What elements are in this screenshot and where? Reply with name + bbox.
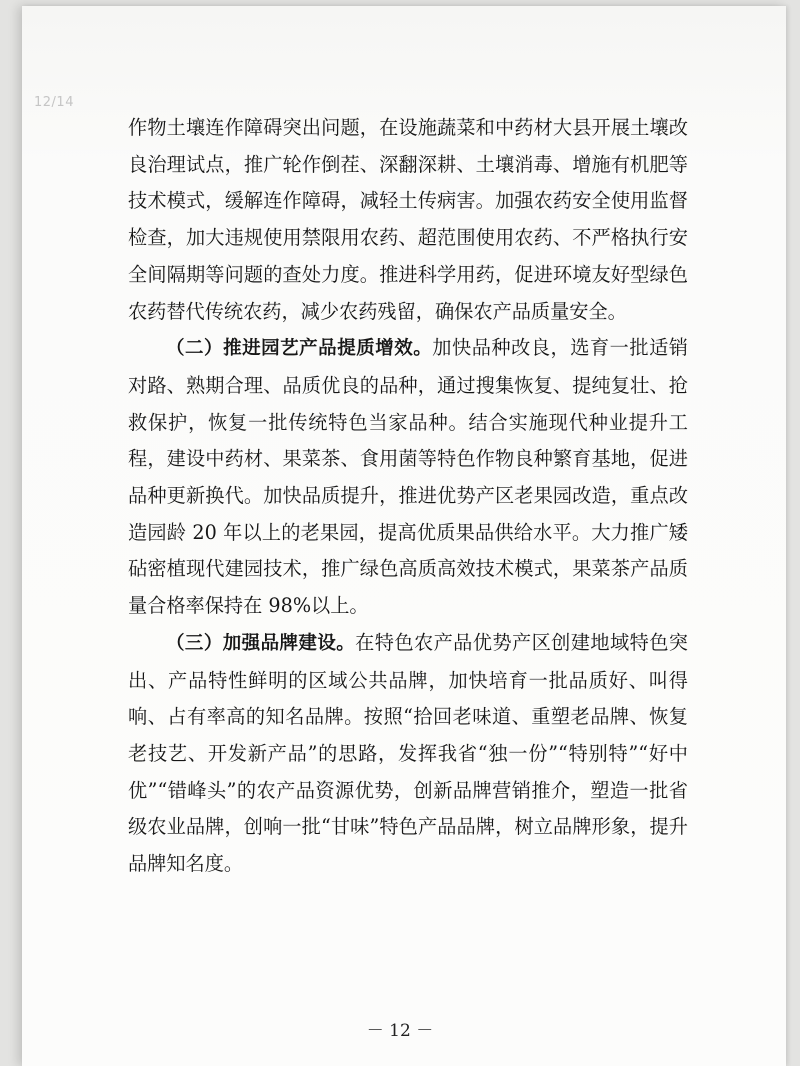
section-heading: （二）推进园艺产品提质增效。 bbox=[166, 338, 433, 360]
paragraph-text: 作物土壤连作障碍突出问题，在设施蔬菜和中药材大县开展土壤改良治理试点，推广轮作倒茬、深翻深耕、土壤消毒、增施有机肥等技术模式，缓解连作障碍，减轻土传病害。加强农药安全使用监督检查，加大违规使用禁限用农药、超范围使用农药、不严格执行安全间隔期等问题的查处力度。推进科学用药，促进环境友好型绿色农药替代传统农药，减少农药残留，确保农产品质量安全。 bbox=[128, 116, 688, 323]
paragraph-text: 加快品种改良，选育一批适销对路、熟期合理、品质优良的品种，通过搜集恢复、提纯复壮、抢救保护，恢复一批传统特色当家品种。结合实施现代种业提升工程，建设中药材、果菜茶、食用菌等特色作物良种繁育基地，促进品种更新换代。加快品质提升，推进优势产区老果园改造，重点改造园龄 20 年以上的老果园，提高优质果品供给水平。大力推广矮砧密植现代建园技术，推广绿色高质高效技术模式，果菜茶产品质量合格率保持在 98%以上。 bbox=[128, 336, 688, 618]
page-number: － 12 － bbox=[366, 1021, 434, 1041]
page-counter: 12/14 bbox=[34, 95, 74, 110]
paragraph-brand-building bbox=[128, 625, 688, 883]
paragraph-text: 在特色农产品优势产区创建地域特色突出、产品特性鲜明的区域公共品牌，加快培育一批品质好、叫得响、占有率高的知名品牌。按照“拾回老味道、重塑老品牌、恢复老技艺、开发新产品”的思路，发挥我省“独一份”“特别特”“好中优”“错峰头”的农产品资源优势，创新品牌营销推介，塑造一批省级农业品牌，创响一批“甘味”特色产品品牌，树立品牌形象，提升品牌知名度。 bbox=[128, 630, 688, 876]
paragraph-continuation bbox=[128, 110, 688, 330]
section-heading: （三）加强品牌建设。 bbox=[166, 632, 356, 654]
paragraph-horticulture-quality bbox=[128, 330, 688, 625]
document-body bbox=[128, 110, 688, 883]
